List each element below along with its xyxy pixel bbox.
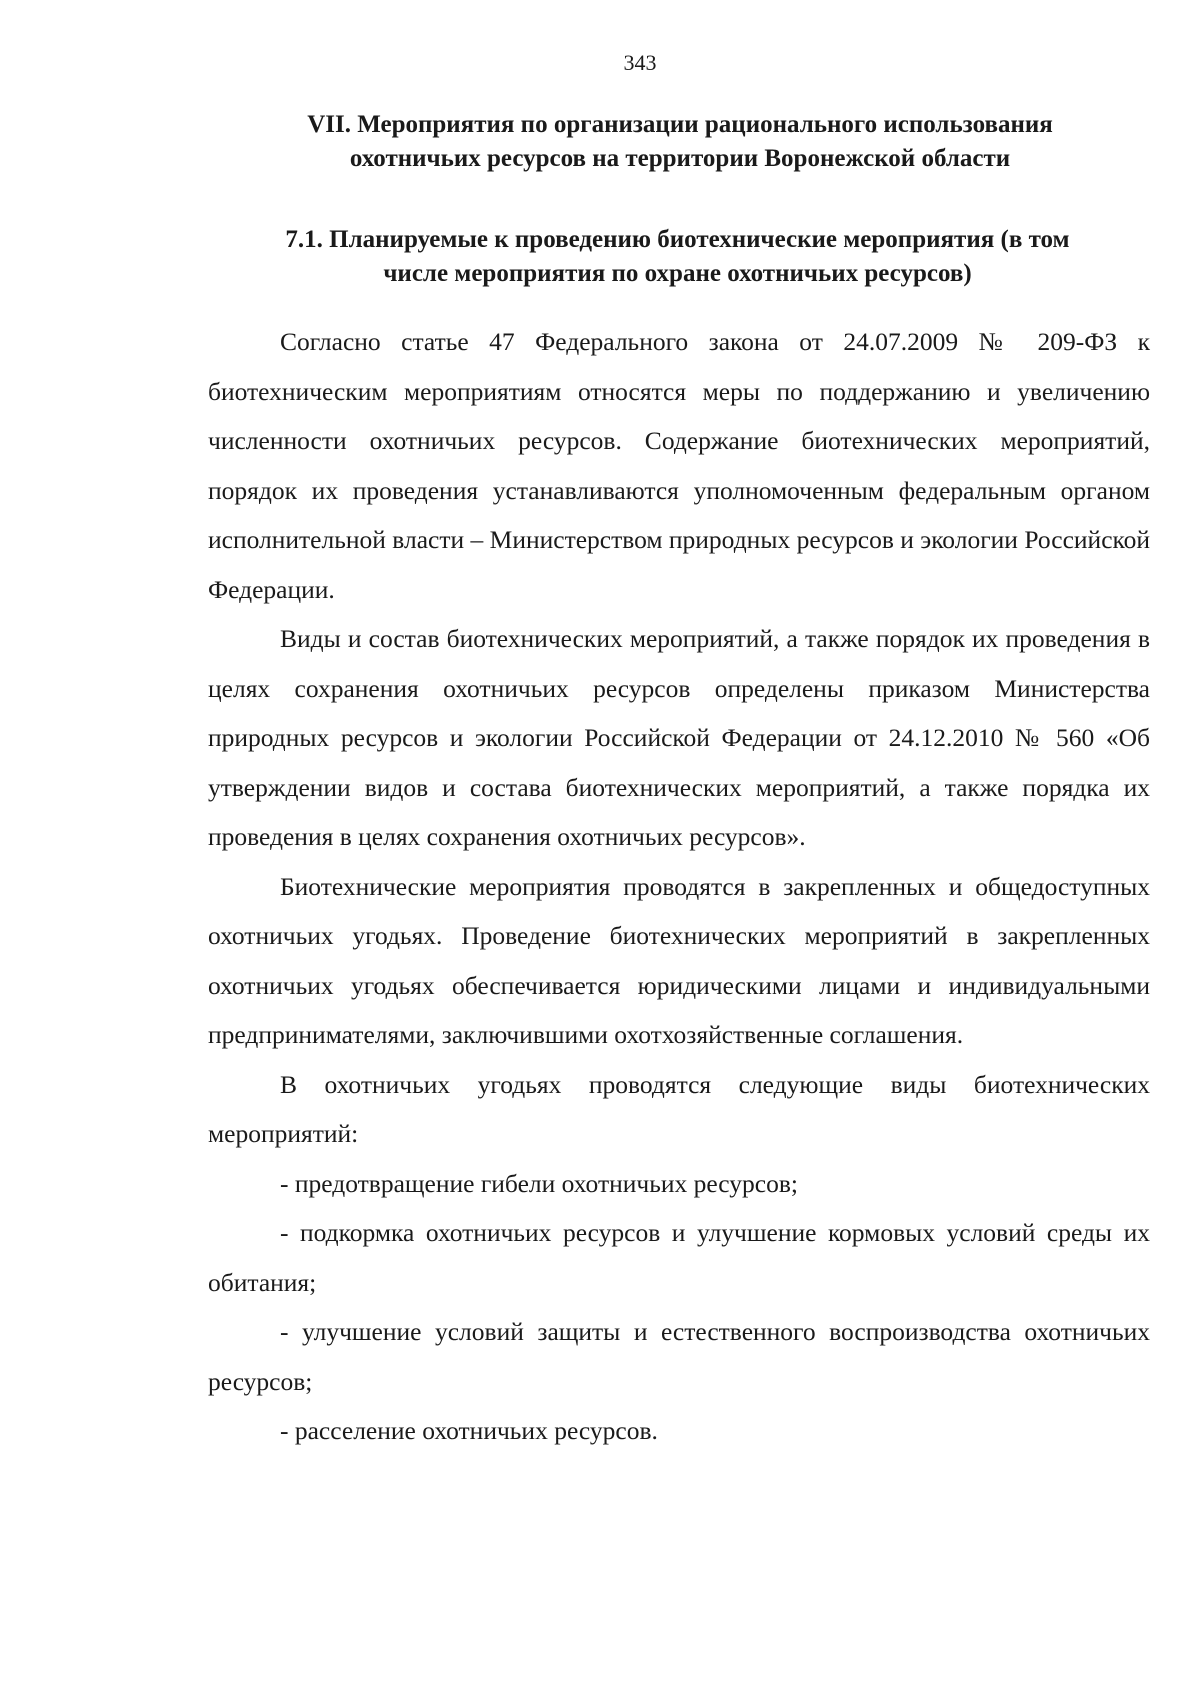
subsection-heading-line-1: 7.1. Планируемые к проведению биотехнические мероприятия (в том	[285, 226, 1070, 253]
list-item: - предотвращение гибели охотничьих ресурсов;	[280, 1168, 798, 1198]
paragraph: Согласно статье 47 Федерального закона от 24.07.2009 № 209-ФЗ к биотехническим мероприятиям относятся меры по поддержанию и увеличению численности охотничьих ресурсов. Содержание биотехнических мероприятий, порядок их проведения устанавливаются уполномоченным федеральным органом исполнительной власти – Министерством природных ресурсов и экологии Российской Федерации.	[208, 327, 1150, 604]
subsection-heading-line-2: числе мероприятия по охране охотничьих ресурсов)	[383, 260, 972, 287]
paragraph: Биотехнические мероприятия проводятся в закрепленных и общедоступных охотничьих угодьях. Проведение биотехнических мероприятий в закрепленных охотничьих угодьях обеспечивается юридическими лицами и индивидуальными предпринимателями, заключившими охотхозяйственные соглашения.	[208, 871, 1150, 1049]
list-item: - улучшение условий защиты и естественного воспроизводства охотничьих ресурсов;	[208, 1317, 1150, 1396]
section-heading-line-2: охотничьих ресурсов на территории Воронежской области	[349, 145, 1011, 172]
paragraph: В охотничьих угодьях проводятся следующие виды биотехнических мероприятий:	[208, 1069, 1150, 1148]
page-number: 343	[623, 50, 657, 75]
paragraph: Виды и состав биотехнических мероприятий, а также порядок их проведения в целях сохранения охотничьих ресурсов определены приказом Министерства природных ресурсов и экологии Российской Федерации от 24.12.2010 № 560 «Об утверждении видов и состава биотехнических мероприятий, а также порядка их проведения в целях сохранения охотничьих ресурсов».	[208, 624, 1150, 851]
subsection-heading	[205, 223, 1150, 291]
section-heading-line-1: VII. Мероприятия по организации рационального использования	[307, 111, 1053, 138]
list-item: - подкормка охотничьих ресурсов и улучшение кормовых условий среды их обитания;	[208, 1218, 1150, 1297]
list-item: - расселение охотничьих ресурсов.	[280, 1416, 658, 1445]
section-heading	[230, 108, 1130, 176]
body-text	[208, 317, 1150, 1456]
